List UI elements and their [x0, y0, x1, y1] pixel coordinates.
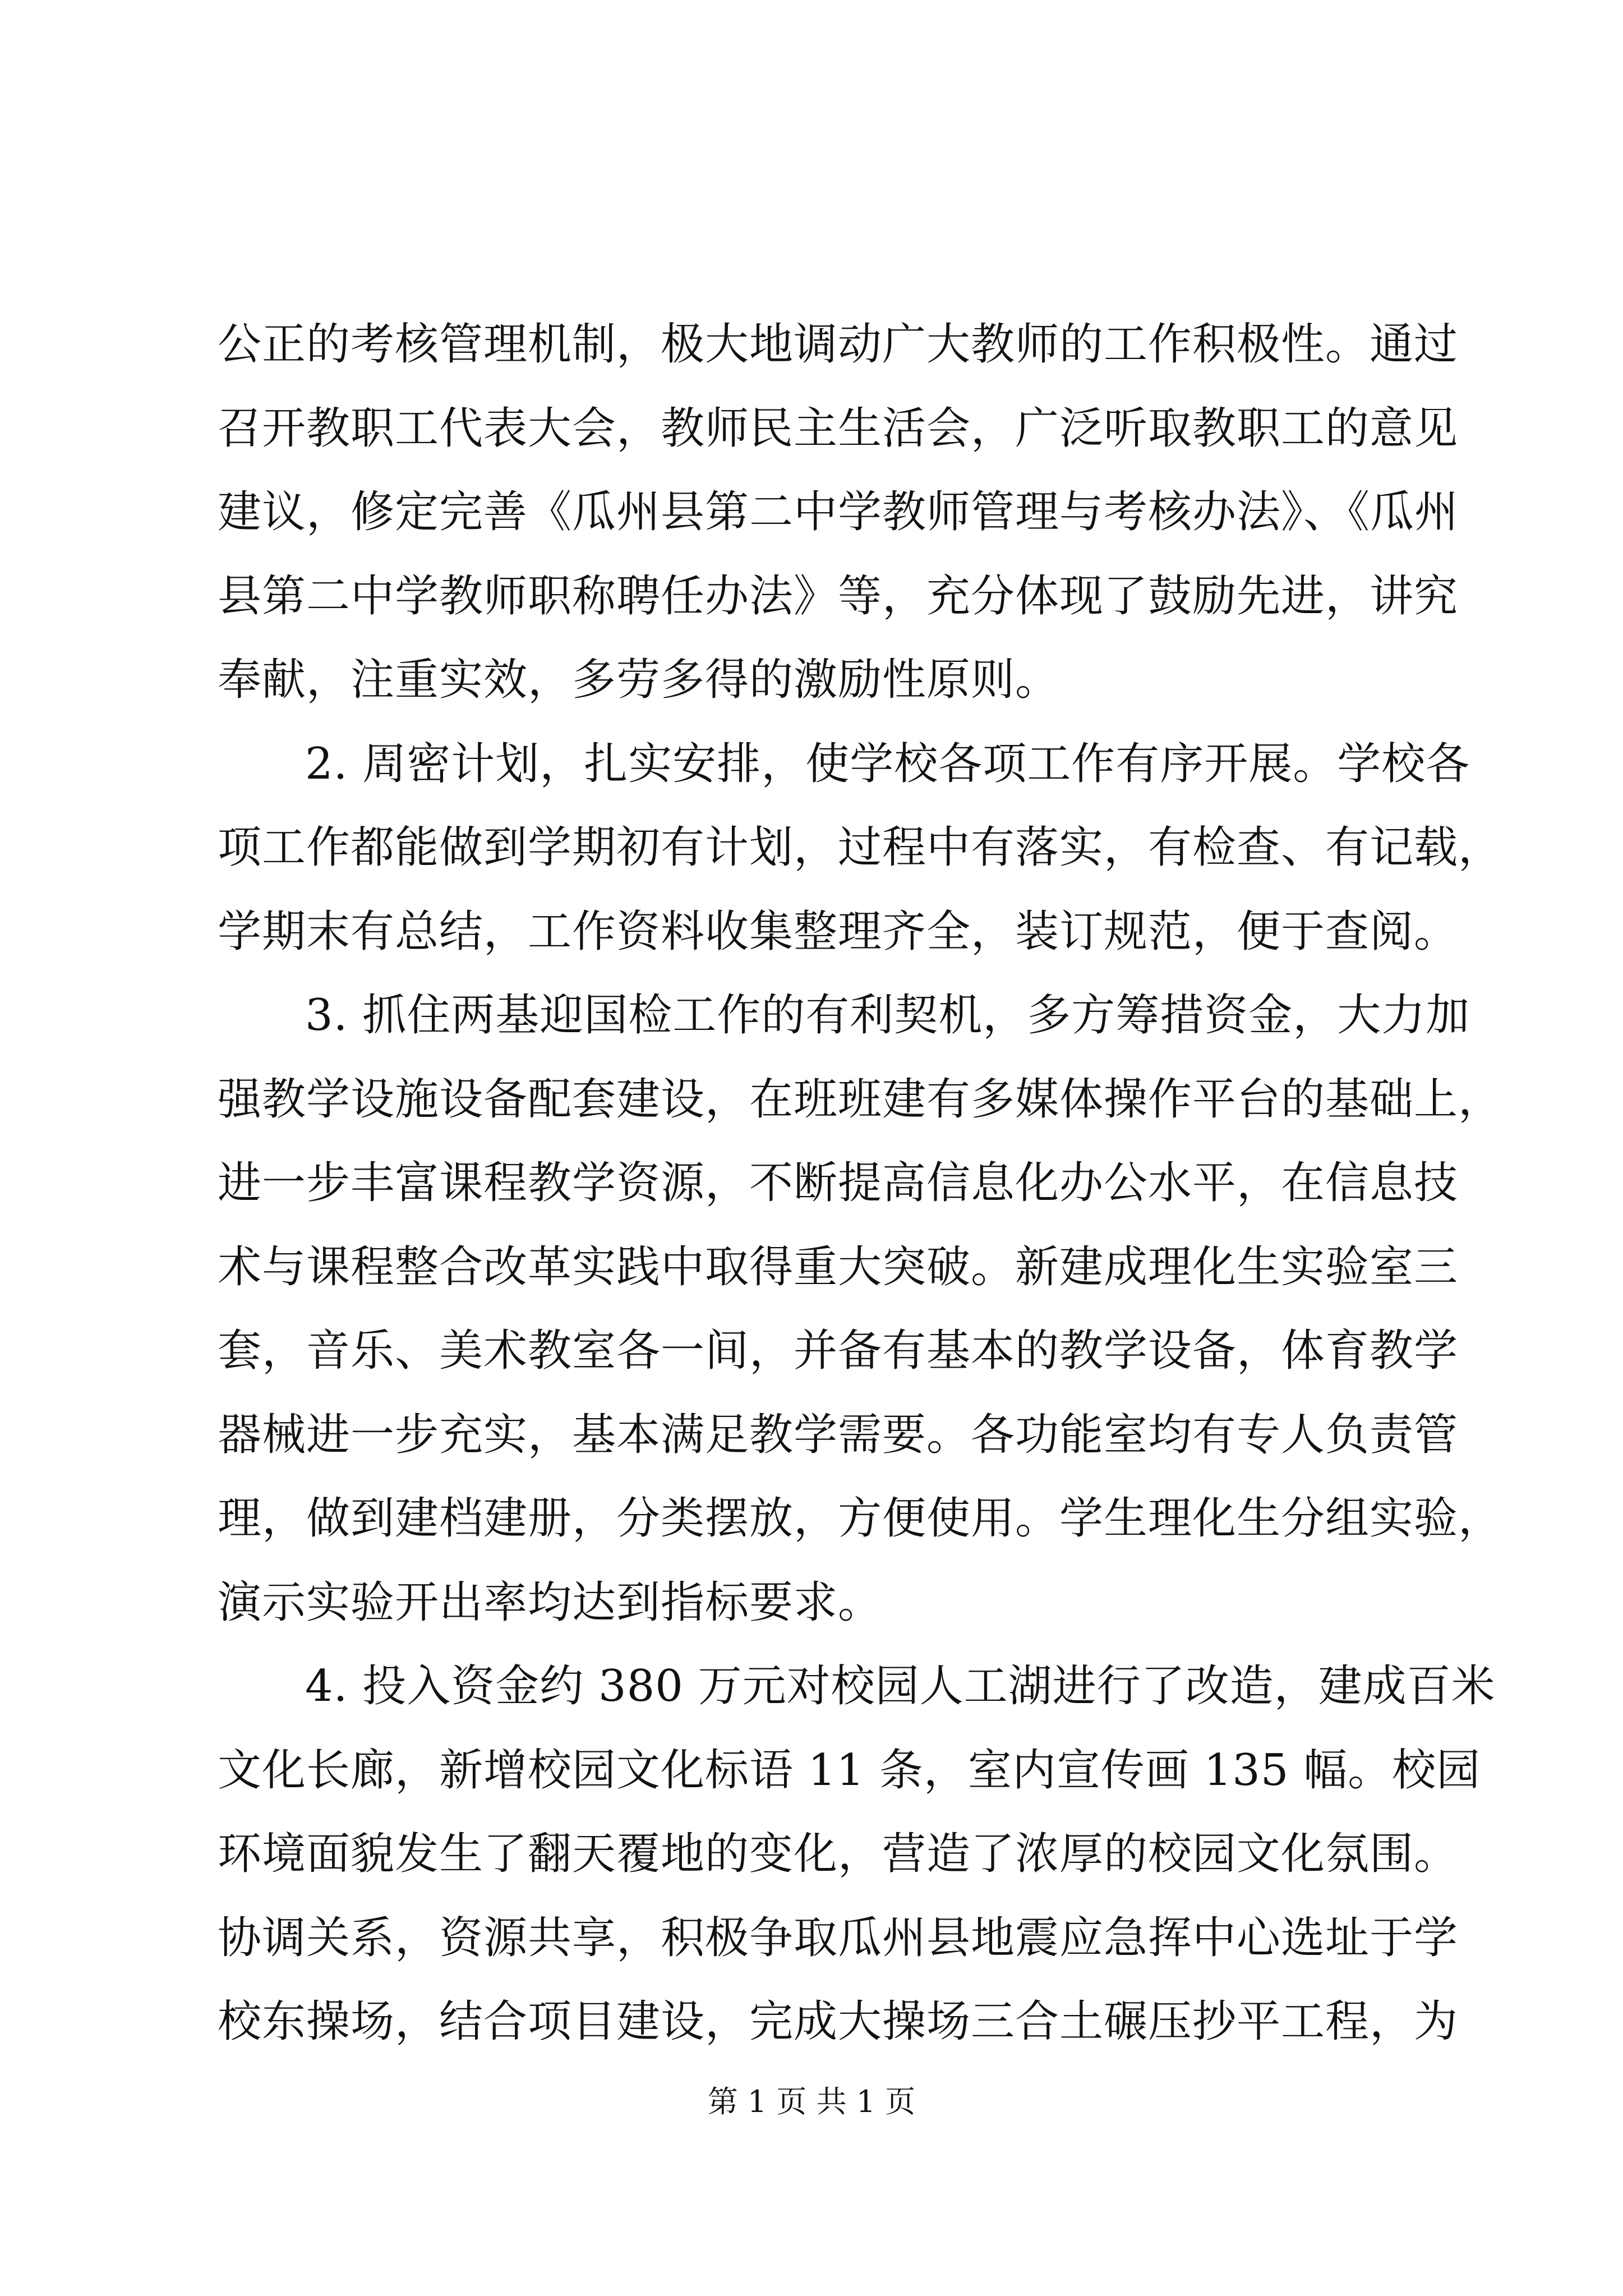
text-line: 学期末有总结，工作资料收集整理齐全，装订规范，便于查阅。 — [218, 906, 1459, 957]
text-line: 召开教职工代表大会，教师民主生活会，广泛听取教职工的意见 — [218, 403, 1459, 454]
text-line-paragraph-start: 4. 投入资金约 380 万元对校园人工湖进行了改造，建成百米 — [305, 1661, 1496, 1711]
page-footer — [0, 2082, 1623, 2122]
text-line: 项工作都能做到学期初有计划，过程中有落实，有检查、有记载， — [218, 822, 1503, 873]
text-line: 术与课程整合改革实践中取得重大突破。新建成理化生实验室三 — [218, 1241, 1459, 1292]
text-line: 理，做到建档建册，分类摆放，方便使用。学生理化生分组实验， — [218, 1493, 1503, 1544]
text-line-paragraph-start: 2. 周密计划，扎实安排，使学校各项工作有序开展。学校各 — [305, 738, 1470, 789]
text-line: 建议，修定完善《瓜州县第二中学教师管理与考核办法》、《瓜州 — [218, 487, 1459, 537]
text-line: 奉献，注重实效，多劳多得的激励性原则。 — [218, 655, 1060, 705]
text-line: 协调关系，资源共享，积极争取瓜州县地震应急挥中心选址于学 — [218, 1912, 1459, 1963]
text-line: 进一步丰富课程教学资源，不断提高信息化办公水平，在信息技 — [218, 1158, 1459, 1208]
text-line: 器械进一步充实，基本满足教学需要。各功能室均有专人负责管 — [218, 1409, 1459, 1460]
text-line: 套，音乐、美术教室各一间，并备有基本的教学设备，体育教学 — [218, 1326, 1459, 1376]
page-number-label: 第 1 页 共 1 页 — [707, 2084, 916, 2119]
text-line: 文化长廊，新增校园文化标语 11 条，室内宣传画 135 幅。校园 — [218, 1745, 1481, 1796]
text-line-paragraph-start: 3. 抓住两基迎国检工作的有利契机，多方筹措资金，大力加 — [305, 990, 1470, 1041]
text-line: 校东操场，结合项目建设，完成大操场三合土碾压抄平工程，为 — [218, 1996, 1459, 2047]
text-line: 公正的考核管理机制，极大地调动广大教师的工作积极性。通过 — [218, 319, 1459, 370]
document-body — [218, 303, 1503, 2064]
text-line: 县第二中学教师职称聘任办法》等，充分体现了鼓励先进，讲究 — [218, 570, 1459, 622]
text-line: 环境面貌发生了翻天覆地的变化，营造了浓厚的校园文化氛围。 — [218, 1829, 1459, 1879]
text-line: 演示实验开出率均达到指标要求。 — [218, 1577, 883, 1628]
text-line: 强教学设施设备配套建设，在班班建有多媒体操作平台的基础上， — [218, 1074, 1503, 1125]
